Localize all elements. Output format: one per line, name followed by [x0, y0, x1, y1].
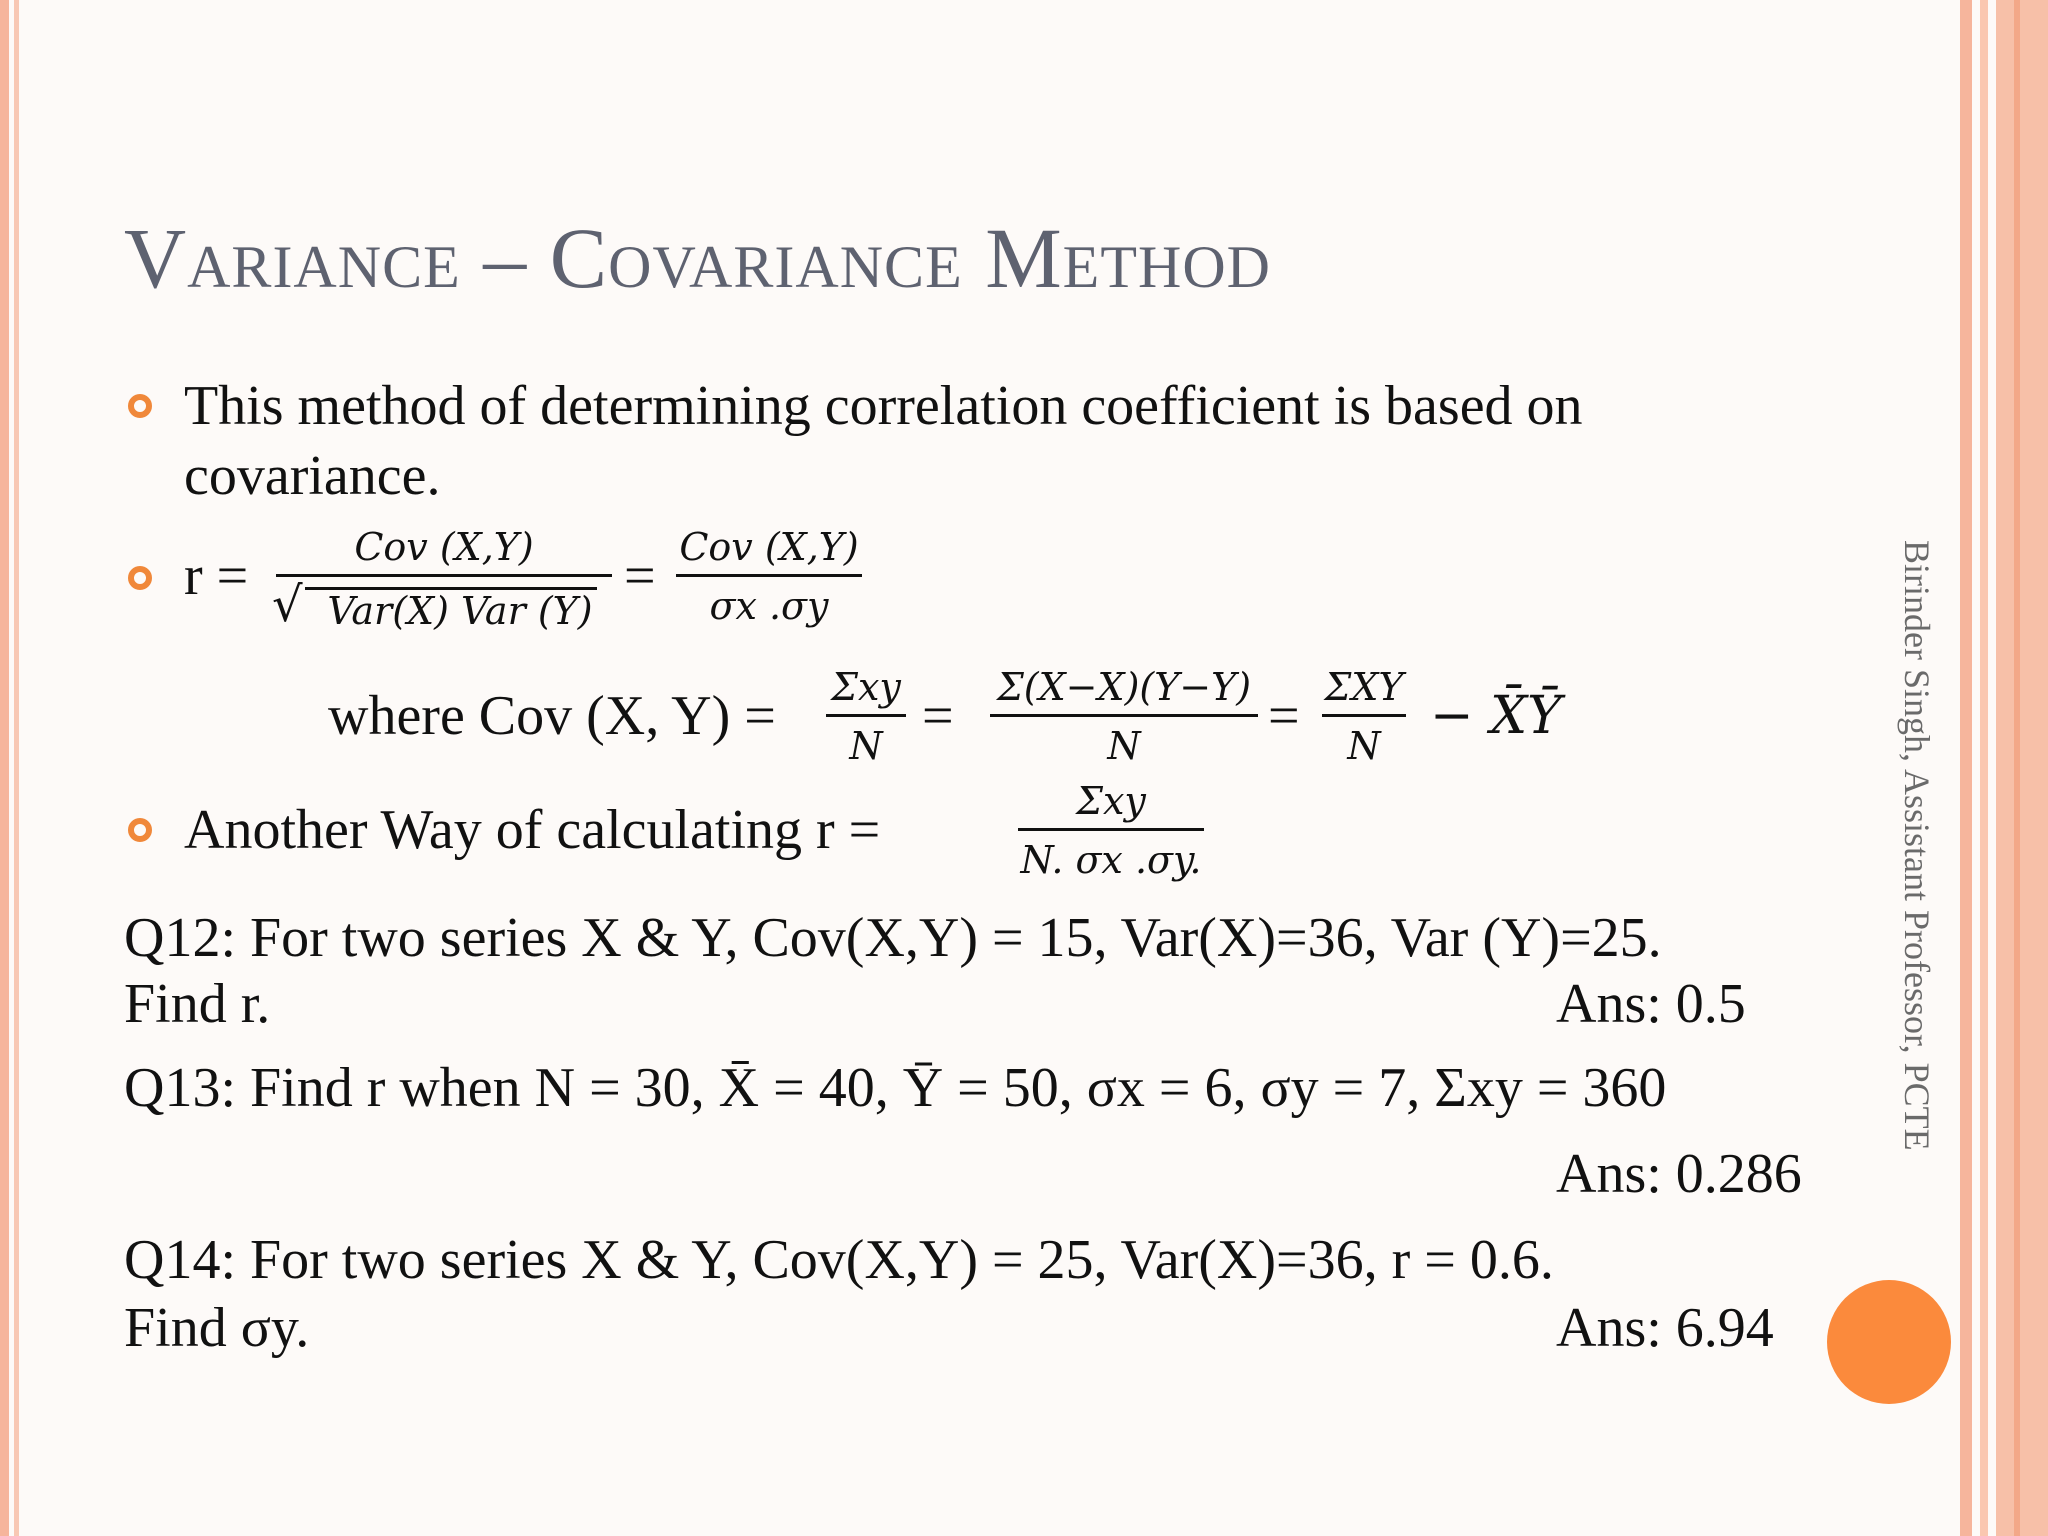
fraction-bar: [990, 714, 1258, 717]
q12-line-2: Find r.: [124, 973, 271, 1035]
right-border-stripe-2: [1980, 0, 1988, 1536]
right-border-band: [1996, 0, 2048, 1536]
fraction-cov-over-sqrt-var: [272, 525, 612, 633]
right-border-stripe: [1960, 0, 1972, 1536]
decorative-circle: [1827, 1280, 1951, 1404]
bullet-icon: [128, 566, 152, 590]
mean-product-term: − X̄Ȳ: [1430, 686, 1562, 746]
where-cov-label: where Cov (X, Y) =: [328, 685, 776, 747]
q14-line-1: Q14: For two series X & Y, Cov(X,Y) = 25, Var(X)=36, r = 0.6.: [124, 1229, 1554, 1291]
equals-sign: =: [1268, 685, 1300, 747]
q12-answer: Ans: 0.5: [1556, 973, 1746, 1035]
fraction-denominator: √ Var(X) Var (Y): [276, 587, 612, 630]
fraction-cov-over-sigma: [676, 525, 862, 628]
fraction-bar: [676, 574, 862, 577]
bullet-icon: [128, 394, 152, 418]
q13-answer: Ans: 0.286: [1556, 1143, 1802, 1205]
fraction-bar: [1322, 714, 1406, 717]
right-border-line: [2014, 0, 2020, 1536]
another-way-label: Another Way of calculating r =: [184, 799, 881, 861]
fraction-bar: [826, 714, 906, 717]
equals-sign: =: [624, 545, 656, 607]
fraction-sum-xy-over-n: Σxy N: [826, 668, 906, 765]
left-border-stripe-inner: [14, 0, 19, 1536]
fraction-deviation-product: Σ(X−X)(Y−Y) N: [990, 668, 1258, 765]
q14-answer: Ans: 6.94: [1556, 1297, 1774, 1359]
fraction-denominator: σx .σy: [709, 584, 829, 628]
q14-line-2: Find σy.: [124, 1297, 310, 1359]
fraction-numerator: Cov (X,Y): [679, 525, 859, 569]
left-border-stripe: [0, 0, 9, 1536]
bullet-1-line-2: covariance.: [184, 445, 441, 507]
fraction-sum-XY-over-n: ΣXY N: [1322, 668, 1406, 765]
fraction-alt-r: Σxy N. σx .σy.: [1018, 782, 1204, 879]
slide-title: Variance – Covariance Method: [124, 210, 1271, 306]
q13-line-1: Q13: Find r when N = 30, X̄ = 40, Ȳ = 50, σx = 6, σy = 7, Σxy = 360: [124, 1057, 1667, 1119]
sidebar-credit: Birinder Singh, Assistant Professor, PCTE: [1897, 540, 1937, 1151]
fraction-bar: [276, 574, 612, 577]
q12-line-1: Q12: For two series X & Y, Cov(X,Y) = 15, Var(X)=36, Var (Y)=25.: [124, 907, 1662, 969]
bullet-icon: [128, 818, 152, 842]
r-equals-label: r =: [184, 545, 249, 607]
equals-sign: =: [922, 685, 954, 747]
sqrt-icon: √: [272, 577, 303, 633]
fraction-bar: [1018, 828, 1204, 831]
fraction-numerator: Cov (X,Y): [354, 525, 534, 569]
bullet-1-line-1: This method of determining correlation coefficient is based on: [184, 375, 1583, 437]
